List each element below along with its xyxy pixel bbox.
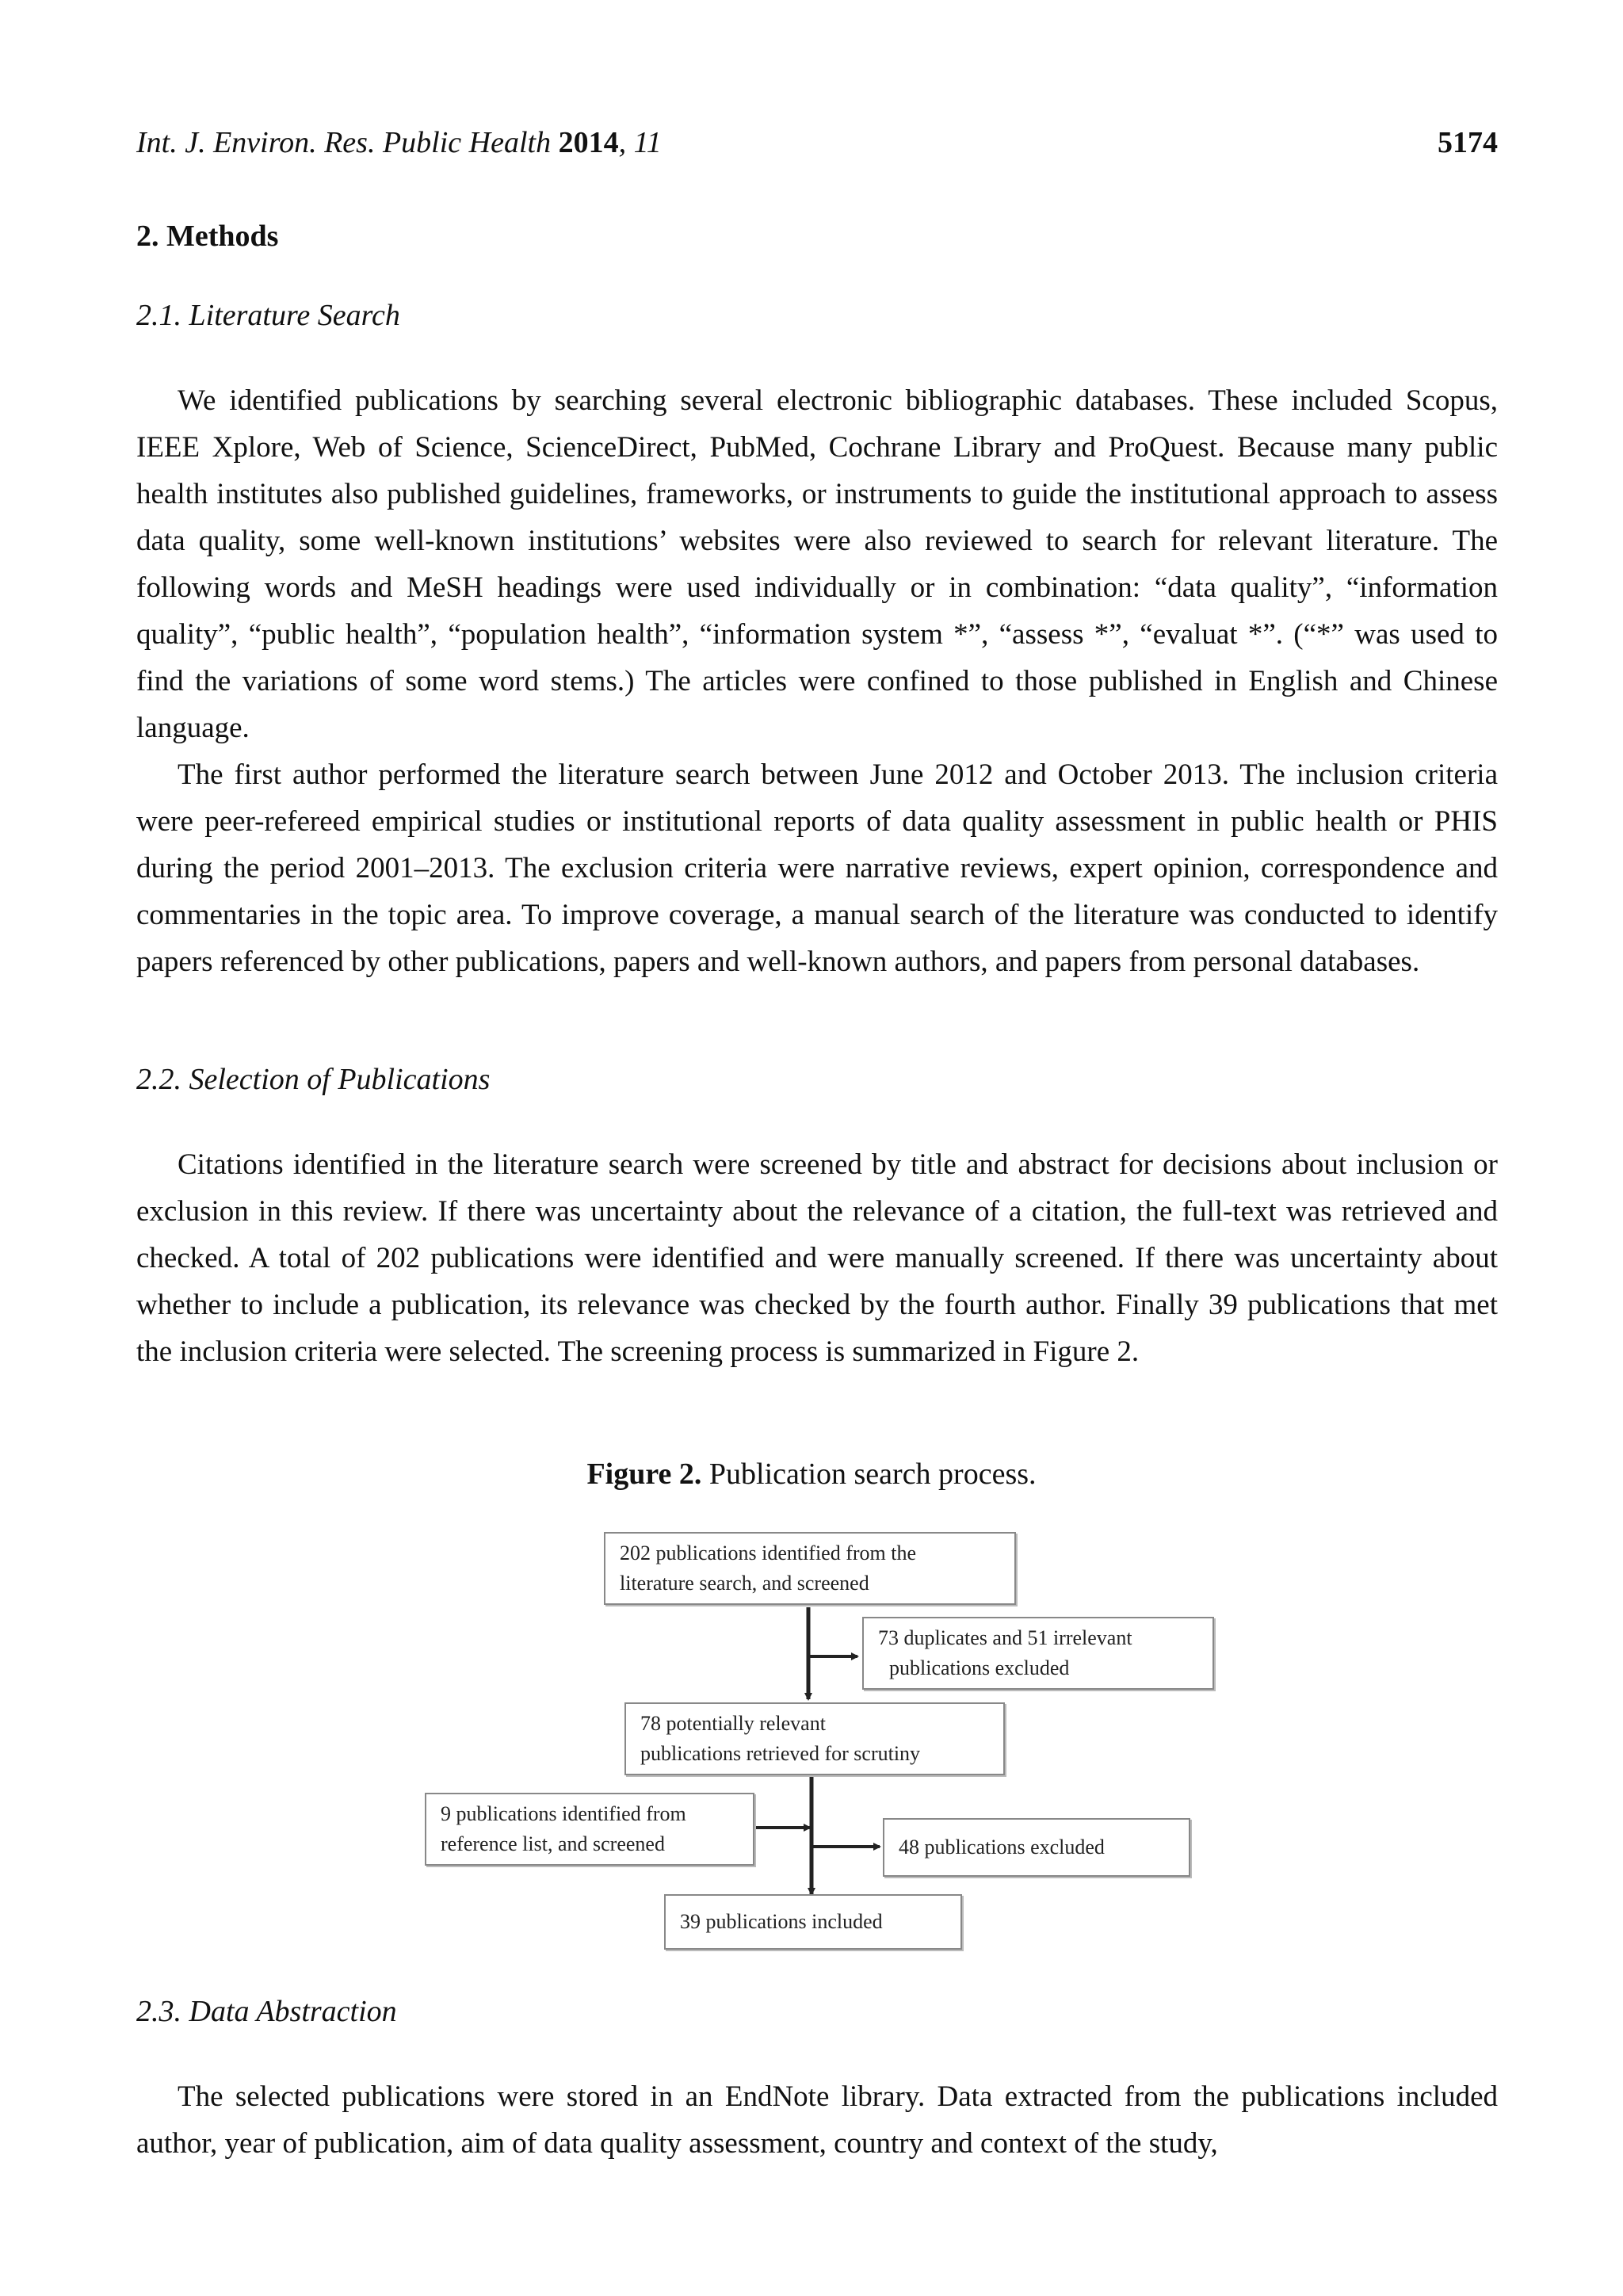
- flow-box-reference: 9 publications identified from reference list, and screened: [425, 1793, 754, 1866]
- paragraph-data-abstraction: The selected publications were stored in an EndNote library. Data extracted from the publications included author, year of publication, aim of data quality assessment, country and context of the study,: [136, 2080, 1498, 2160]
- paragraph-literature-search: We identified publications by searching several electronic bibliographic databases. These included Scopus, IEEE Xplore, Web of Science, ScienceDirect, PubMed, Cochrane Library and ProQuest. Because many public health institutes also published guidelines, frameworks, or instruments to guide the institutional approach to assess data quality, some well-known institutions’ websites were also reviewed to search for relevant literature. The following words and MeSH headings were used individually or in combination: “data quality”, “information quality”, “public health”, “population health”, “information system *”, “assess *”, “evaluat *”. (“*” was used to find the variations of some word stems.) The articles were confined to those published in English and Chinese language.: [136, 384, 1498, 744]
- section-title: 2. Methods: [136, 220, 279, 253]
- journal-year: 2014: [558, 126, 619, 159]
- subsection-data-abstraction: 2.3. Data Abstraction: [136, 1995, 397, 2028]
- journal-volume: 11: [633, 126, 662, 159]
- flow-box-excluded-first: 73 duplicates and 51 irrelevant publications excluded: [862, 1617, 1214, 1690]
- page-number: 5174: [1438, 126, 1498, 159]
- flow-box-excluded-second: 48 publications excluded: [883, 1818, 1190, 1877]
- flow-box-identified: 202 publications identified from the literature search, and screened: [604, 1532, 1016, 1605]
- paragraph-search-criteria: The first author performed the literature search between June 2012 and October 2013. The inclusion criteria were peer-refereed empirical studies or institutional reports of data quality assessment in public health or PHIS during the period 2001–2013. The exclusion criteria were narrative reviews, expert opinion, correspondence and commentaries in the topic area. To improve coverage, a manual search of the literature was conducted to identify papers referenced by other publications, papers and well-known authors, and papers from personal databases.: [136, 758, 1498, 978]
- flow-box-retrieved: 78 potentially relevant publications retrieved for scrutiny: [624, 1702, 1005, 1775]
- journal-citation: Int. J. Environ. Res. Public Health 2014, 11: [136, 126, 662, 159]
- subsection-selection: 2.2. Selection of Publications: [136, 1063, 491, 1096]
- figure-caption-text: Publication search process.: [708, 1457, 1037, 1491]
- journal-name: Int. J. Environ. Res. Public Health: [136, 126, 552, 159]
- subsection-literature-search: 2.1. Literature Search: [136, 299, 400, 332]
- flow-box-included: 39 publications included: [664, 1894, 962, 1950]
- paragraph-selection: Citations identified in the literature search were screened by title and abstract for decisions about inclusion or exclusion in this review. If there was uncertainty about the relevance of a citation, the full-text was retrieved and checked. A total of 202 publications were identified and were manually screened. If there was uncertainty about whether to include a publication, its relevance was checked by the fourth author. Finally 39 publications that met the inclusion criteria were selected. The screening process is summarized in Figure 2.: [136, 1148, 1498, 1368]
- figure-label: Figure 2.: [586, 1457, 702, 1491]
